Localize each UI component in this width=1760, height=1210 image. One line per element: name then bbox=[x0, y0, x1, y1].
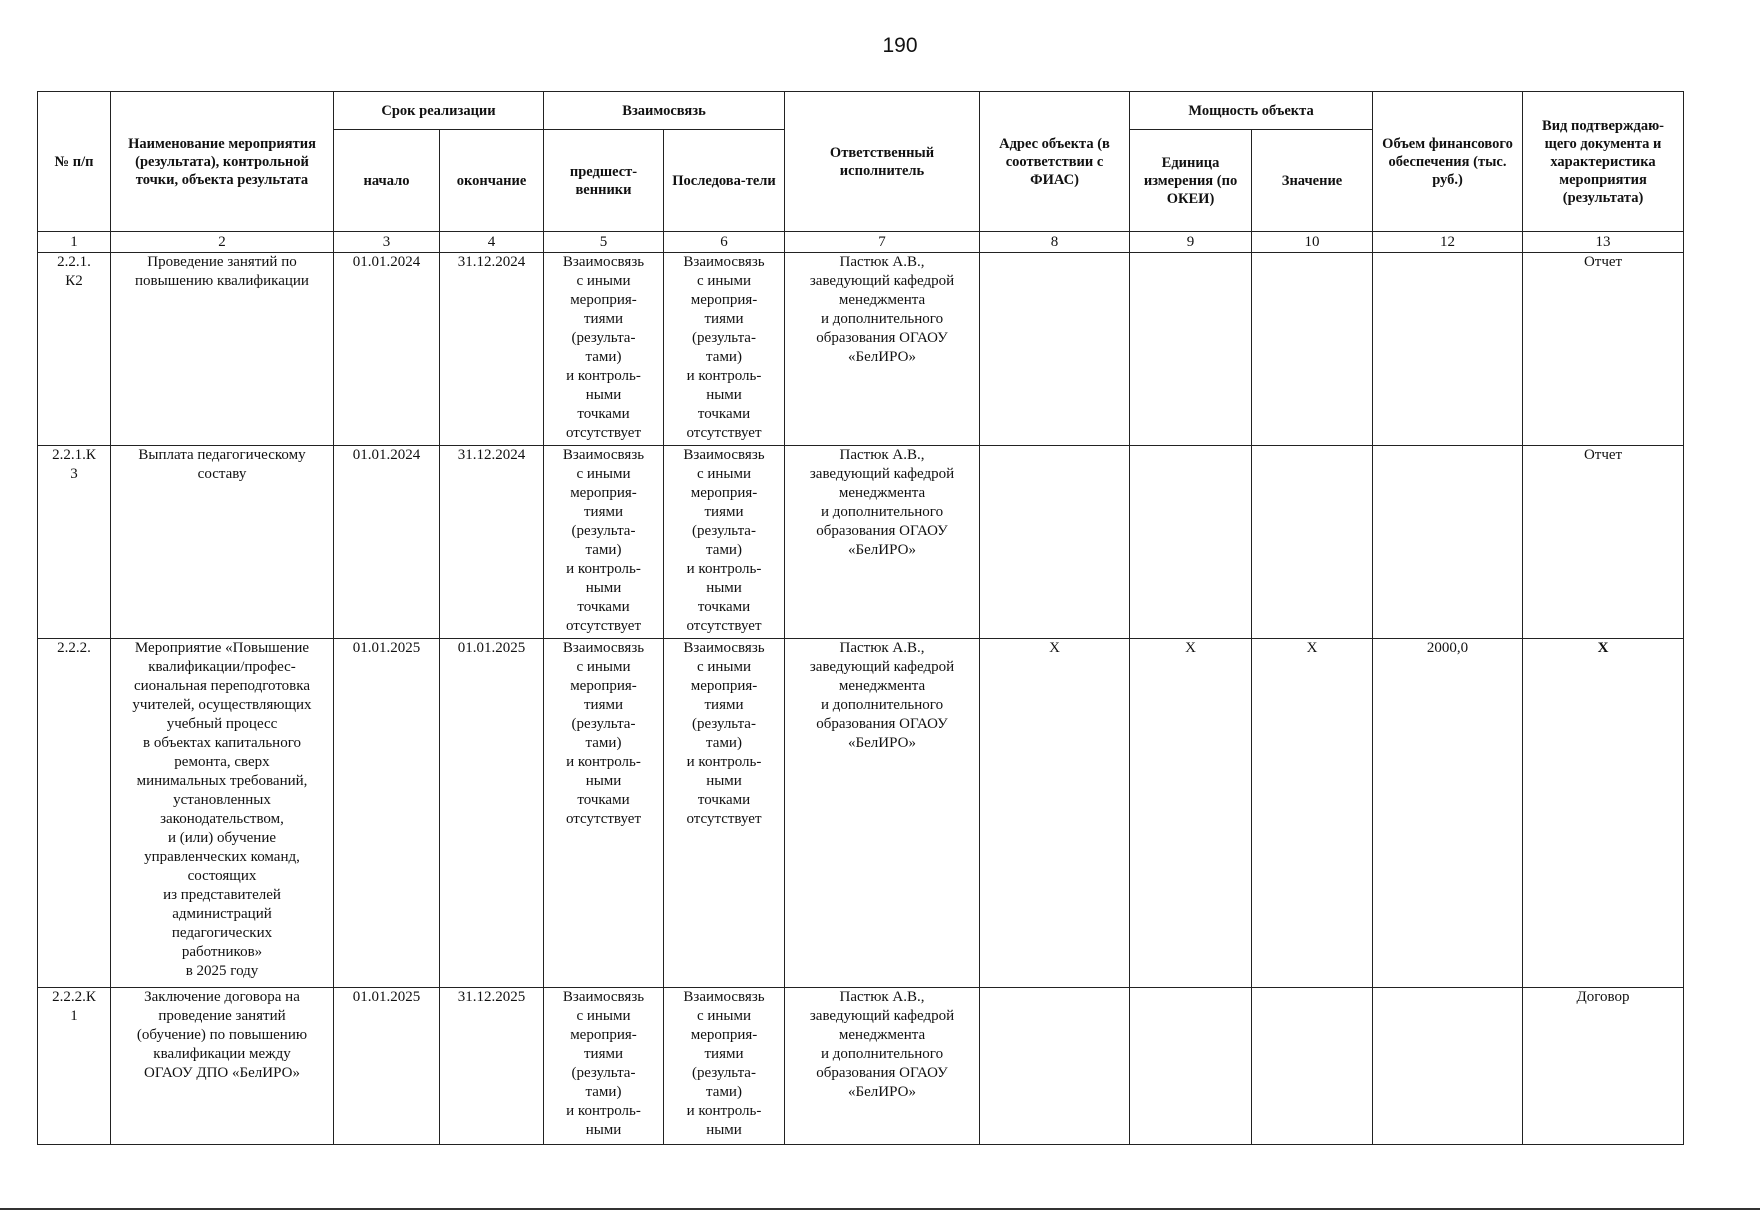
column-number: 6 bbox=[664, 232, 785, 253]
header-responsible: Ответственный исполнитель bbox=[785, 92, 980, 232]
row-start-date: 01.01.2024 bbox=[334, 253, 440, 446]
header-name: Наименование мероприятия (результата), контрольной точки, объекта результата bbox=[111, 92, 334, 232]
header-value: Значение bbox=[1252, 130, 1373, 232]
header-doc-type: Вид подтверждаю-щего документа и характеристика мероприятия (результата) bbox=[1523, 92, 1684, 232]
row-number: 2.2.1. К2 bbox=[38, 253, 111, 446]
row-predecessors: Взаимосвязь с иными мероприя- тиями (результа- тами) и контроль- ными точками отсутствует bbox=[544, 446, 664, 639]
row-unit bbox=[1130, 253, 1252, 446]
row-finance bbox=[1373, 446, 1523, 639]
row-name: Проведение занятий по повышению квалификации bbox=[111, 253, 334, 446]
header-term-group: Срок реализации bbox=[334, 92, 544, 130]
row-unit: Х bbox=[1130, 639, 1252, 988]
row-finance bbox=[1373, 988, 1523, 1145]
row-address: Х bbox=[980, 639, 1130, 988]
column-number: 4 bbox=[440, 232, 544, 253]
header-unit: Единица измерения (по ОКЕИ) bbox=[1130, 130, 1252, 232]
row-end-date: 31.12.2024 bbox=[440, 253, 544, 446]
row-unit bbox=[1130, 988, 1252, 1145]
row-end-date: 31.12.2024 bbox=[440, 446, 544, 639]
row-end-date: 31.12.2025 bbox=[440, 988, 544, 1145]
column-number-row bbox=[38, 232, 1684, 253]
row-doc-type: Отчет bbox=[1523, 446, 1684, 639]
table-row bbox=[38, 253, 1684, 446]
column-number: 12 bbox=[1373, 232, 1523, 253]
column-number: 2 bbox=[111, 232, 334, 253]
row-finance bbox=[1373, 253, 1523, 446]
row-responsible: Пастюк А.В., заведующий кафедрой менеджмента и дополнительного образования ОГАОУ «БелИРО» bbox=[785, 253, 980, 446]
row-number: 2.2.2.К 1 bbox=[38, 988, 111, 1145]
row-doc-type: Отчет bbox=[1523, 253, 1684, 446]
row-address bbox=[980, 988, 1130, 1145]
row-unit bbox=[1130, 446, 1252, 639]
row-name: Мероприятие «Повышение квалификации/профес- сиональная переподготовка учителей, осуществляющих учебный процесс в объектах капитального ремонта, сверх минимальных требований, установленных законодательством, и (или) обучение управленческих команд, состоящих из представителей администраций педагогических работников» в 2025 году bbox=[111, 639, 334, 988]
row-name: Заключение договора на проведение занятий (обучение) по повышению квалификации между ОГАОУ ДПО «БелИРО» bbox=[111, 988, 334, 1145]
header-finance: Объем финансового обеспечения (тыс. руб.) bbox=[1373, 92, 1523, 232]
row-address bbox=[980, 446, 1130, 639]
row-successors: Взаимосвязь с иными мероприя- тиями (результа- тами) и контроль- ными точками отсутствует bbox=[664, 639, 785, 988]
row-responsible: Пастюк А.В., заведующий кафедрой менеджмента и дополнительного образования ОГАОУ «БелИРО» bbox=[785, 988, 980, 1145]
row-start-date: 01.01.2025 bbox=[334, 639, 440, 988]
header-address: Адрес объекта (в соответствии с ФИАС) bbox=[980, 92, 1130, 232]
row-doc-type: Х bbox=[1523, 639, 1684, 988]
header-num: № п/п bbox=[38, 92, 111, 232]
row-doc-type: Договор bbox=[1523, 988, 1684, 1145]
row-responsible: Пастюк А.В., заведующий кафедрой менеджмента и дополнительного образования ОГАОУ «БелИРО» bbox=[785, 446, 980, 639]
row-number: 2.2.2. bbox=[38, 639, 111, 988]
row-end-date: 01.01.2025 bbox=[440, 639, 544, 988]
column-number: 8 bbox=[980, 232, 1130, 253]
page-number: 190 bbox=[882, 34, 918, 57]
column-number: 1 bbox=[38, 232, 111, 253]
row-value bbox=[1252, 253, 1373, 446]
row-predecessors: Взаимосвязь с иными мероприя- тиями (результа- тами) и контроль- ными точками отсутствует bbox=[544, 639, 664, 988]
plan-table bbox=[37, 91, 1684, 1145]
row-value bbox=[1252, 988, 1373, 1145]
row-predecessors: Взаимосвязь с иными мероприя- тиями (результа- тами) и контроль- ными точками отсутствует bbox=[544, 253, 664, 446]
row-predecessors: Взаимосвязь с иными мероприя- тиями (результа- тами) и контроль- ными bbox=[544, 988, 664, 1145]
row-responsible: Пастюк А.В., заведующий кафедрой менеджмента и дополнительного образования ОГАОУ «БелИРО» bbox=[785, 639, 980, 988]
header-link-group: Взаимосвязь bbox=[544, 92, 785, 130]
row-name: Выплата педагогическому составу bbox=[111, 446, 334, 639]
row-start-date: 01.01.2025 bbox=[334, 988, 440, 1145]
row-number: 2.2.1.К 3 bbox=[38, 446, 111, 639]
table-row bbox=[38, 446, 1684, 639]
header-capacity-group: Мощность объекта bbox=[1130, 92, 1373, 130]
header-successors: Последова-тели bbox=[664, 130, 785, 232]
column-number: 13 bbox=[1523, 232, 1684, 253]
header-start: начало bbox=[334, 130, 440, 232]
header-predecessors: предшест-венники bbox=[544, 130, 664, 232]
table-row bbox=[38, 988, 1684, 1145]
column-number: 7 bbox=[785, 232, 980, 253]
column-number: 3 bbox=[334, 232, 440, 253]
row-finance: 2000,0 bbox=[1373, 639, 1523, 988]
table-row bbox=[38, 639, 1684, 988]
column-number: 5 bbox=[544, 232, 664, 253]
row-address bbox=[980, 253, 1130, 446]
header-end: окончание bbox=[440, 130, 544, 232]
column-number: 10 bbox=[1252, 232, 1373, 253]
row-successors: Взаимосвязь с иными мероприя- тиями (результа- тами) и контроль- ными bbox=[664, 988, 785, 1145]
row-value bbox=[1252, 446, 1373, 639]
row-successors: Взаимосвязь с иными мероприя- тиями (результа- тами) и контроль- ными точками отсутствует bbox=[664, 446, 785, 639]
row-value: Х bbox=[1252, 639, 1373, 988]
column-number: 9 bbox=[1130, 232, 1252, 253]
row-successors: Взаимосвязь с иными мероприя- тиями (результа- тами) и контроль- ными точками отсутствует bbox=[664, 253, 785, 446]
row-start-date: 01.01.2024 bbox=[334, 446, 440, 639]
